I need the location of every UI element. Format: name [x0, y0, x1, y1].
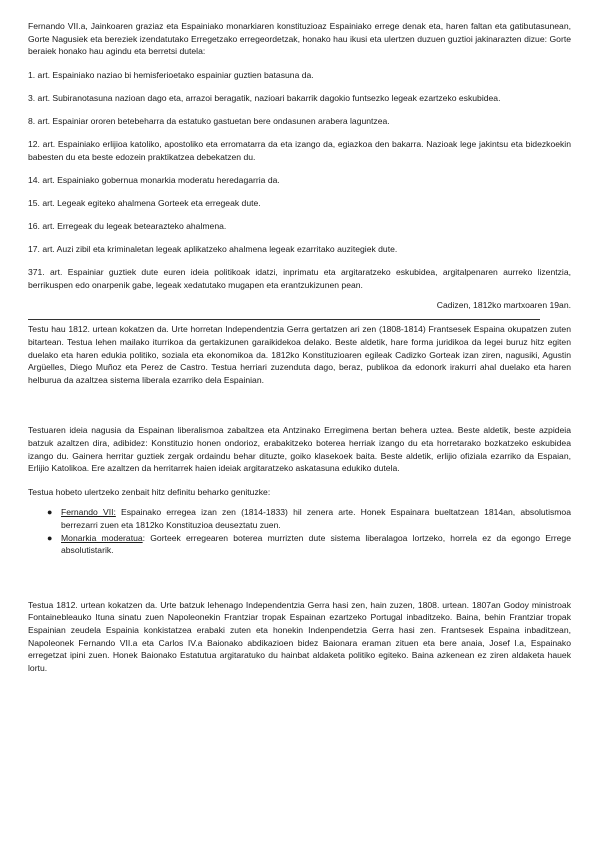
- definition-item: [47, 532, 571, 557]
- article-8: 8. art. Espainiar ororen betebeharra da estatuko gastuetan bere ondasunen arabera laguntzea.: [28, 115, 390, 126]
- article-16: 16. art. Erregeak du legeak betearazteko ahalmena.: [28, 220, 227, 231]
- definition-item: [47, 506, 571, 531]
- spacer: [28, 557, 571, 599]
- article-1: 1. art. Espainiako naziao bi hemisferioetako espainiar guztien batasuna da.: [28, 69, 314, 80]
- definition-term: Monarkia moderatua: [61, 532, 143, 543]
- article-12: 12. art. Espainiako erlijioa katoliko, apostoliko eta erromatarra da eta izango da, egiazkoa den bakarra. Nazioak lege jakintsu eta bidezkoekin babesten du eta beste edozein praktikatzea debekatzen du.: [28, 139, 571, 162]
- definitions-list: [47, 506, 571, 556]
- definition-text: Espainako erregea izan zen (1814-1833) hil zenera arte. Honek Espainara bueltatzean 1814an, absolutismoa berrezarri zuen eta 1812ko Konstituzioa deuseztatu zuen.: [61, 507, 571, 530]
- articles-list: [28, 69, 571, 292]
- commentary-paragraph-1: Testu hau 1812. urtean kokatzen da. Urte horretan Independentzia Gerra gertatzen ari zen (1808-1814) Frantsesek Espaina okupatzen zuten bitartean. Testua lehen mailako iturrikoa da gertakizunen garaikidekoa delako. Beste aldetik, hare forma juridikoa da legei buruz hitz egiten duelako eta haren edukia politiko, soziala eta ekonomikoa da. 1812ko Konstituzioaren egileak Cadizko Gorteak izan ziren, nagusiki, Agustin Argüelles, Diego Muñoz eta Perez de Castro. Testua herriari zuzenduta dago, beraz, publikoa da edonork irakurri ahal duelako eta haren helburua da azaltzea sistema liberala ezarriko dela Espainian.: [28, 324, 571, 385]
- article-371: 371. art. Espainiar guztiek dute euren ideia politikoak idatzi, inprimatu eta argitaratzeko eskubidea, argitalpenaren aurreko lizentzia, berrikuspen edo onarpenik gabe, legeak xedatutako mugapen eta erantzukizunen pean.: [28, 267, 571, 290]
- signature-line: Cadizen, 1812ko martxoaren 19an.: [436, 299, 571, 310]
- definitions-intro: Testua hobeto ulertzeko zenbait hitz definitu beharko genituzke:: [28, 486, 271, 497]
- intro-paragraph: Fernando VII.a, Jainkoaren graziaz eta Espainiako monarkiaren konstituzioaz Espainiako errege denak eta, haren faltan eta gatibutasunean, Gorte Nagusiek eta bereziek izendatutako Erregetzako erregeordetzak, honako hau ikusi eta ulertzen duzuen guztioi jakinarazten dizue: Gorte beraiek honako hau agindu eta berretsi dutela:: [28, 21, 571, 57]
- article-15: 15. art. Legeak egiteko ahalmena Gorteek eta erregeak dute.: [28, 197, 261, 208]
- article-17: 17. art. Auzi zibil eta kriminaletan legeak aplikatzeko ahalmena legeak ezarritako auzitegiek dute.: [28, 244, 398, 255]
- article-14: 14. art. Espainiako gobernua monarkia moderatu heredagarria da.: [28, 174, 280, 185]
- commentary-paragraph-2: Testuaren ideia nagusia da Espainan liberalismoa zabaltzea eta Antzinako Erregimena bertan behera uztea. Beste aldetik, beste azpideia batzuk azaltzen dira, adibidez: Konstituzio honen ondorioz, erabakitzeko boterea herriak izango du eta horretarako bozkatzeko eskubidea izango du. Gainera herritar guztiek zergak ordaindu behar dituzte, goiko klasekoek baita. Beste aldetik, erlijio ofiziala ezarriko da Espaian, Erlijio Katolikoa. Ere azaltzen da herritarrek haien ideiak argitaratzeko askatasuna edukiko dutela.: [28, 425, 571, 474]
- definition-term: Fernando VII:: [61, 507, 116, 518]
- separator-line: [28, 311, 540, 320]
- document-page: [28, 20, 571, 674]
- bullet-icon: ●: [47, 532, 53, 543]
- definition-text: : Gorteek erregearen boterea murrizten dute sistema liberalagoa lortzeko, horrela ez da egongo Errege absolutistarik.: [61, 532, 571, 556]
- article-3: 3. art. Subiranotasuna nazioan dago eta, arrazoi beragatik, nazioari bakarrik dagokio funtsezko legeak ezartzeko eskubidea.: [28, 92, 501, 103]
- spacer: [28, 386, 571, 424]
- bullet-icon: ●: [47, 507, 53, 518]
- commentary-paragraph-3: Testua 1812. urtean kokatzen da. Urte batzuk lehenago Independentzia Gerra hasi zen, hain zuzen, 1808. urtean. 1807an Godoy ministroak Fontainebleauko Ituna sinatu zuen Napoleonekin Frantziar tropak Espainan ezartzeko Portugal inbaditzeko. Baina, behin Frantziar tropak Espainian zeudela Espainia konkistatzea erabaki zuten eta honekin Indenpendetzia Gerra hasi zen. Frantsesek Espaina inbaditzean, Napoleonek Fernando VII.a eta Carlos IV.a Baionako abdikazioen bidez Baionara eraman zituen eta bere anaia, Josef I.a, Espainako erregetzat ipini zuen. Honek Baionako Estatutua argitaratuko du hainbat aldaketa politiko egiteko. Baina azkenean ez ziren aldaketa hauek lortu.: [28, 599, 571, 673]
